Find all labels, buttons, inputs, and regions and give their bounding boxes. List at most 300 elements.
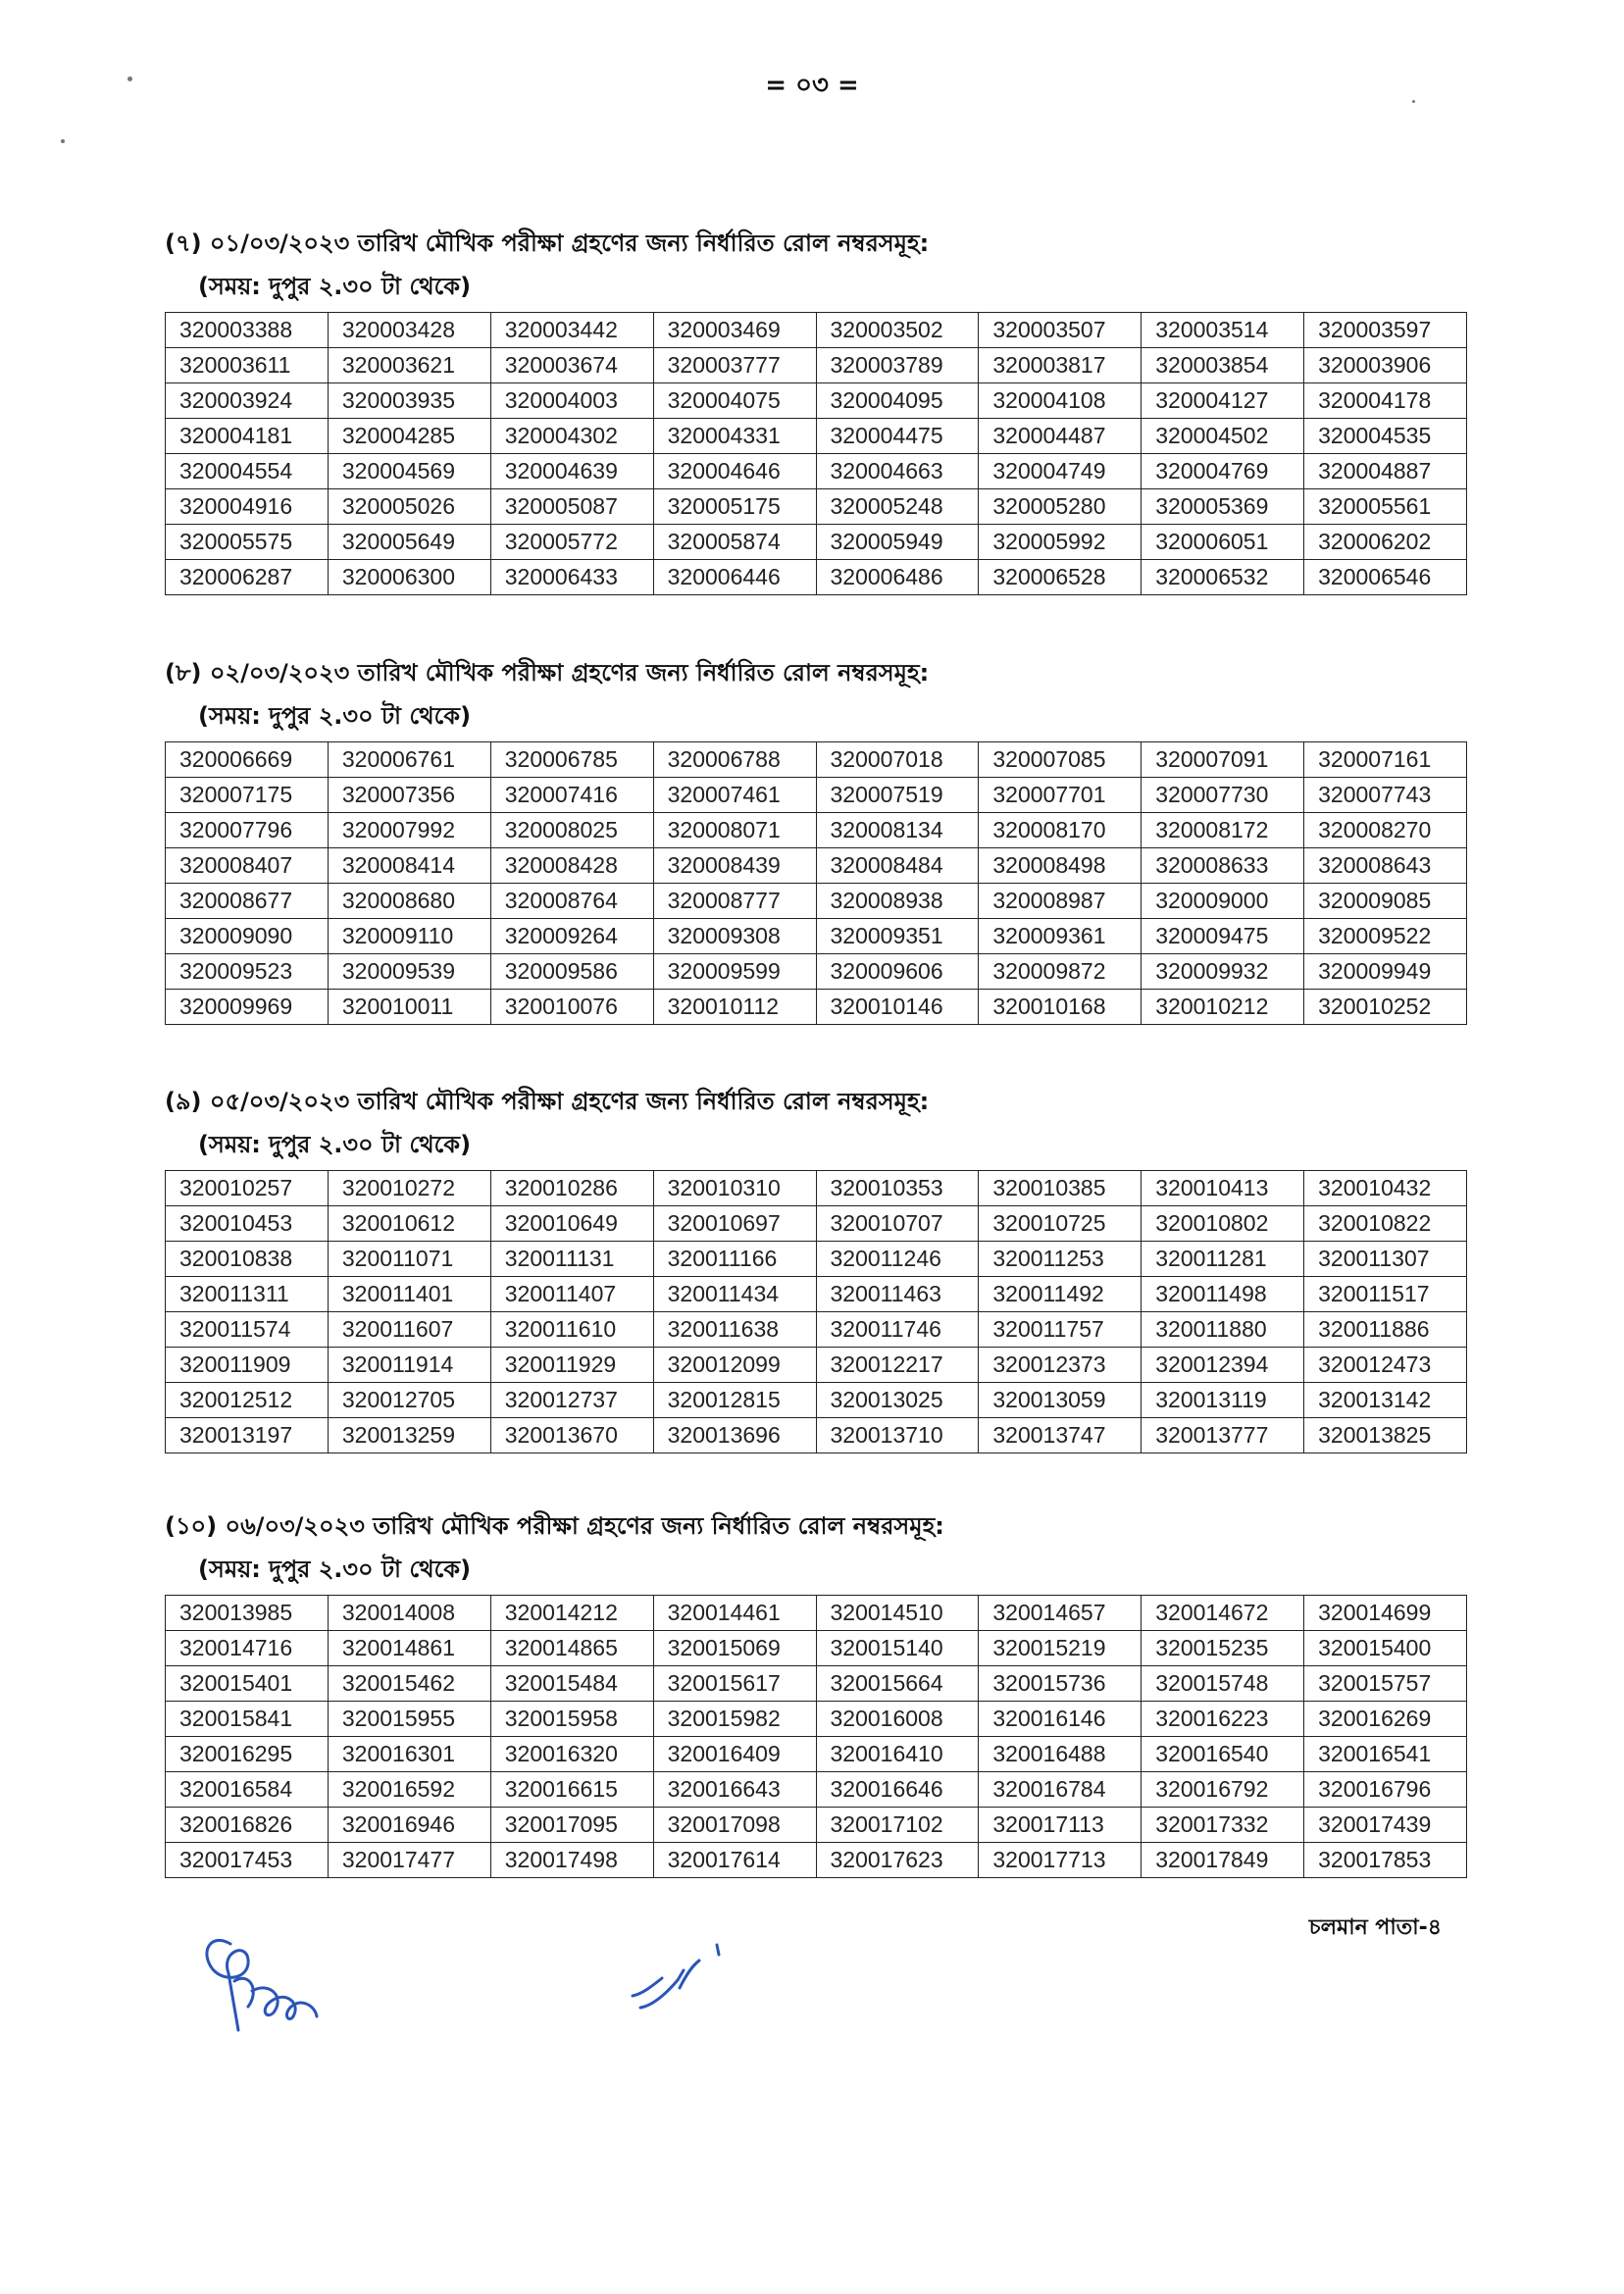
roll-number-cell: 320015069 — [653, 1631, 816, 1666]
roll-number-cell: 320009085 — [1304, 884, 1467, 919]
roll-number-cell: 320010413 — [1142, 1171, 1304, 1206]
roll-number-cell: 320010707 — [816, 1206, 979, 1242]
roll-number-cell: 320006788 — [653, 742, 816, 778]
roll-number-cell: 320008439 — [653, 848, 816, 884]
roll-number-cell: 320008633 — [1142, 848, 1304, 884]
roll-number-cell: 320005561 — [1304, 489, 1467, 525]
roll-number-cell: 320010697 — [653, 1206, 816, 1242]
roll-number-cell: 320003935 — [328, 383, 490, 419]
roll-number-cell: 320010353 — [816, 1171, 979, 1206]
roll-number-cell: 320004331 — [653, 419, 816, 454]
roll-number-cell: 320014510 — [816, 1596, 979, 1631]
roll-number-cell: 320008071 — [653, 813, 816, 848]
roll-number-cell: 320008414 — [328, 848, 490, 884]
roll-number-cell: 320003514 — [1142, 313, 1304, 348]
roll-number-cell: 320006446 — [653, 560, 816, 595]
roll-number-cell: 320007519 — [816, 778, 979, 813]
table-row — [166, 419, 1467, 454]
roll-number-cell: 320005575 — [166, 525, 329, 560]
roll-number-cell: 320003789 — [816, 348, 979, 383]
roll-number-cell: 320003611 — [166, 348, 329, 383]
table-row — [166, 454, 1467, 489]
roll-number-cell: 320016223 — [1142, 1702, 1304, 1737]
roll-number-cell: 320005280 — [979, 489, 1142, 525]
roll-number-cell: 320009872 — [979, 954, 1142, 990]
roll-number-table — [165, 312, 1467, 595]
roll-number-cell: 320003621 — [328, 348, 490, 383]
roll-number-cell: 320009110 — [328, 919, 490, 954]
roll-number-cell: 320010838 — [166, 1242, 329, 1277]
roll-number-cell: 320010310 — [653, 1171, 816, 1206]
roll-number-cell: 320005649 — [328, 525, 490, 560]
roll-number-cell: 320010272 — [328, 1171, 490, 1206]
roll-number-cell: 320009523 — [166, 954, 329, 990]
roll-number-cell: 320016792 — [1142, 1772, 1304, 1808]
roll-number-cell: 320005992 — [979, 525, 1142, 560]
roll-number-cell: 320005772 — [490, 525, 653, 560]
table-row — [166, 1843, 1467, 1878]
table-row — [166, 1772, 1467, 1808]
roll-number-cell: 320014865 — [490, 1631, 653, 1666]
roll-number-cell: 320010432 — [1304, 1171, 1467, 1206]
roll-number-cell: 320006761 — [328, 742, 490, 778]
roll-number-cell: 320003442 — [490, 313, 653, 348]
roll-number-cell: 320005026 — [328, 489, 490, 525]
roll-number-cell: 320014008 — [328, 1596, 490, 1631]
table-row — [166, 348, 1467, 383]
roll-number-cell: 320010612 — [328, 1206, 490, 1242]
roll-number-cell: 320010146 — [816, 990, 979, 1025]
roll-number-cell: 320013259 — [328, 1418, 490, 1453]
roll-number-cell: 320015235 — [1142, 1631, 1304, 1666]
roll-number-cell: 320014212 — [490, 1596, 653, 1631]
roll-number-cell: 320004502 — [1142, 419, 1304, 454]
section-title: (৮) ০২/০৩/২০২৩ তারিখ মৌখিক পরীক্ষা গ্রহণের জন্য নির্ধারিত রোল নম্বরসমূহ: — [165, 659, 930, 687]
roll-number-cell: 320013025 — [816, 1383, 979, 1418]
roll-number-cell: 320008643 — [1304, 848, 1467, 884]
roll-number-cell: 320013696 — [653, 1418, 816, 1453]
roll-number-cell: 320010822 — [1304, 1206, 1467, 1242]
roll-number-cell: 320012394 — [1142, 1348, 1304, 1383]
roll-number-cell: 320012512 — [166, 1383, 329, 1418]
roll-number-cell: 320013119 — [1142, 1383, 1304, 1418]
roll-number-cell: 320016796 — [1304, 1772, 1467, 1808]
roll-number-cell: 320012815 — [653, 1383, 816, 1418]
roll-number-cell: 320010076 — [490, 990, 653, 1025]
roll-number-cell: 320011746 — [816, 1312, 979, 1348]
roll-number-cell: 320015400 — [1304, 1631, 1467, 1666]
roll-number-cell: 320005175 — [653, 489, 816, 525]
roll-number-cell: 320012737 — [490, 1383, 653, 1418]
roll-number-cell: 320016540 — [1142, 1737, 1304, 1772]
roll-number-cell: 320007085 — [979, 742, 1142, 778]
table-row — [166, 954, 1467, 990]
roll-number-cell: 320004178 — [1304, 383, 1467, 419]
roll-number-cell: 320006486 — [816, 560, 979, 595]
roll-number-cell: 320017439 — [1304, 1808, 1467, 1843]
roll-number-cell: 320005248 — [816, 489, 979, 525]
roll-number-cell: 320006433 — [490, 560, 653, 595]
roll-number-cell: 320011463 — [816, 1277, 979, 1312]
roll-number-cell: 320007796 — [166, 813, 329, 848]
roll-number-cell: 320016592 — [328, 1772, 490, 1808]
roll-number-cell: 320015736 — [979, 1666, 1142, 1702]
roll-number-cell: 320011166 — [653, 1242, 816, 1277]
roll-number-cell: 320011246 — [816, 1242, 979, 1277]
roll-number-cell: 320010453 — [166, 1206, 329, 1242]
roll-number-cell: 320010168 — [979, 990, 1142, 1025]
roll-number-cell: 320010252 — [1304, 990, 1467, 1025]
table-row — [166, 1348, 1467, 1383]
roll-number-cell: 320009599 — [653, 954, 816, 990]
roll-number-cell: 320005874 — [653, 525, 816, 560]
roll-number-cell: 320015958 — [490, 1702, 653, 1737]
table-row — [166, 1277, 1467, 1312]
roll-number-cell: 320011886 — [1304, 1312, 1467, 1348]
table-row — [166, 919, 1467, 954]
roll-number-cell: 320011407 — [490, 1277, 653, 1312]
roll-number-cell: 320009606 — [816, 954, 979, 990]
roll-number-cell: 320007091 — [1142, 742, 1304, 778]
roll-number-cell: 320006532 — [1142, 560, 1304, 595]
roll-number-cell: 320017713 — [979, 1843, 1142, 1878]
roll-number-cell: 320010649 — [490, 1206, 653, 1242]
roll-number-cell: 320003388 — [166, 313, 329, 348]
roll-number-cell: 320009932 — [1142, 954, 1304, 990]
roll-number-cell: 320008938 — [816, 884, 979, 919]
roll-number-cell: 320004285 — [328, 419, 490, 454]
roll-number-cell: 320011281 — [1142, 1242, 1304, 1277]
roll-number-cell: 320004003 — [490, 383, 653, 419]
roll-number-cell: 320004475 — [816, 419, 979, 454]
roll-number-cell: 320011610 — [490, 1312, 653, 1348]
roll-number-cell: 320004487 — [979, 419, 1142, 454]
roll-number-cell: 320012473 — [1304, 1348, 1467, 1383]
roll-number-cell: 320015982 — [653, 1702, 816, 1737]
table-row — [166, 1702, 1467, 1737]
roll-number-cell: 320014672 — [1142, 1596, 1304, 1631]
table-row — [166, 489, 1467, 525]
roll-number-cell: 320005087 — [490, 489, 653, 525]
roll-number-cell: 320006546 — [1304, 560, 1467, 595]
roll-number-cell: 320011607 — [328, 1312, 490, 1348]
roll-number-cell: 320009586 — [490, 954, 653, 990]
roll-number-cell: 320013985 — [166, 1596, 329, 1631]
roll-number-cell: 320013777 — [1142, 1418, 1304, 1453]
roll-number-cell: 320011253 — [979, 1242, 1142, 1277]
roll-number-cell: 320010802 — [1142, 1206, 1304, 1242]
roll-number-cell: 320011757 — [979, 1312, 1142, 1348]
section-10 — [165, 1510, 1467, 1878]
roll-number-cell: 320004569 — [328, 454, 490, 489]
roll-number-cell: 320008777 — [653, 884, 816, 919]
roll-number-cell: 320014861 — [328, 1631, 490, 1666]
roll-number-cell: 320005949 — [816, 525, 979, 560]
roll-number-cell: 320011498 — [1142, 1277, 1304, 1312]
roll-number-cell: 320003469 — [653, 313, 816, 348]
roll-number-cell: 320009308 — [653, 919, 816, 954]
roll-number-cell: 320006287 — [166, 560, 329, 595]
roll-number-cell: 320004302 — [490, 419, 653, 454]
continued-page-note: চলমান পাতা-৪ — [1308, 1915, 1442, 1940]
roll-number-cell: 320007743 — [1304, 778, 1467, 813]
roll-number-cell: 320004108 — [979, 383, 1142, 419]
roll-number-cell: 320009361 — [979, 919, 1142, 954]
table-row — [166, 525, 1467, 560]
roll-number-cell: 320008025 — [490, 813, 653, 848]
roll-number-cell: 320007161 — [1304, 742, 1467, 778]
roll-number-table — [165, 1595, 1467, 1878]
roll-number-cell: 320011434 — [653, 1277, 816, 1312]
scan-speck — [127, 76, 132, 81]
roll-number-cell: 320004535 — [1304, 419, 1467, 454]
roll-number-cell: 320011307 — [1304, 1242, 1467, 1277]
roll-number-cell: 320016646 — [816, 1772, 979, 1808]
roll-number-cell: 320015462 — [328, 1666, 490, 1702]
roll-number-cell: 320008677 — [166, 884, 329, 919]
roll-number-cell: 320011517 — [1304, 1277, 1467, 1312]
table-row — [166, 1666, 1467, 1702]
roll-number-cell: 320013710 — [816, 1418, 979, 1453]
roll-number-cell: 320009475 — [1142, 919, 1304, 954]
roll-number-cell: 320015617 — [653, 1666, 816, 1702]
roll-number-cell: 320008270 — [1304, 813, 1467, 848]
page-number: = ০৩ = — [765, 71, 859, 100]
roll-number-cell: 320004075 — [653, 383, 816, 419]
roll-number-cell: 320006785 — [490, 742, 653, 778]
signature-left — [191, 1922, 338, 2040]
table-row — [166, 313, 1467, 348]
roll-number-cell: 320016320 — [490, 1737, 653, 1772]
roll-number-cell: 320004095 — [816, 383, 979, 419]
roll-number-cell: 320015841 — [166, 1702, 329, 1737]
roll-number-cell: 320003507 — [979, 313, 1142, 348]
roll-number-cell: 320008484 — [816, 848, 979, 884]
roll-number-cell: 320012373 — [979, 1348, 1142, 1383]
roll-number-cell: 320016615 — [490, 1772, 653, 1808]
roll-number-cell: 320014716 — [166, 1631, 329, 1666]
roll-number-cell: 320009539 — [328, 954, 490, 990]
section-time: (সময়: দুপুর ২.৩০ টা থেকে) — [198, 702, 472, 730]
roll-number-table — [165, 741, 1467, 1025]
roll-number-cell: 320006669 — [166, 742, 329, 778]
roll-number-cell: 320004646 — [653, 454, 816, 489]
table-row — [166, 1808, 1467, 1843]
roll-number-cell: 320009090 — [166, 919, 329, 954]
roll-number-cell: 320007730 — [1142, 778, 1304, 813]
table-row — [166, 1242, 1467, 1277]
roll-number-cell: 320015955 — [328, 1702, 490, 1737]
table-row — [166, 1383, 1467, 1418]
roll-number-cell: 320017098 — [653, 1808, 816, 1843]
roll-number-cell: 320016541 — [1304, 1737, 1467, 1772]
scan-speck — [61, 139, 65, 143]
section-time: (সময়: দুপুর ২.৩০ টা থেকে) — [198, 1555, 472, 1583]
roll-number-cell: 320017113 — [979, 1808, 1142, 1843]
roll-number-cell: 320010011 — [328, 990, 490, 1025]
roll-number-cell: 320008764 — [490, 884, 653, 919]
roll-number-cell: 320007701 — [979, 778, 1142, 813]
roll-number-cell: 320015401 — [166, 1666, 329, 1702]
roll-number-cell: 320007175 — [166, 778, 329, 813]
roll-number-table — [165, 1170, 1467, 1453]
roll-number-cell: 320016410 — [816, 1737, 979, 1772]
roll-number-cell: 320016584 — [166, 1772, 329, 1808]
table-row — [166, 1737, 1467, 1772]
roll-number-cell: 320014699 — [1304, 1596, 1467, 1631]
roll-number-cell: 320016146 — [979, 1702, 1142, 1737]
roll-number-cell: 320004749 — [979, 454, 1142, 489]
roll-number-cell: 320012099 — [653, 1348, 816, 1383]
section-title: (৯) ০৫/০৩/২০২৩ তারিখ মৌখিক পরীক্ষা গ্রহণের জন্য নির্ধারিত রোল নম্বরসমূহ: — [165, 1088, 930, 1115]
roll-number-cell: 320015748 — [1142, 1666, 1304, 1702]
roll-number-cell: 320004181 — [166, 419, 329, 454]
roll-number-cell: 320011909 — [166, 1348, 329, 1383]
roll-number-cell: 320010385 — [979, 1171, 1142, 1206]
table-row — [166, 383, 1467, 419]
table-row — [166, 813, 1467, 848]
roll-number-cell: 320016488 — [979, 1737, 1142, 1772]
section-time: (সময়: দুপুর ২.৩০ টা থেকে) — [198, 1131, 472, 1158]
signature-right — [623, 1937, 740, 2025]
table-row — [166, 1171, 1467, 1206]
roll-number-cell: 320009351 — [816, 919, 979, 954]
roll-number-cell: 320014461 — [653, 1596, 816, 1631]
roll-number-cell: 320009949 — [1304, 954, 1467, 990]
roll-number-cell: 320016008 — [816, 1702, 979, 1737]
roll-number-cell: 320014657 — [979, 1596, 1142, 1631]
table-row — [166, 778, 1467, 813]
section-8 — [165, 657, 1467, 1025]
roll-number-cell: 320004769 — [1142, 454, 1304, 489]
roll-number-cell: 320016643 — [653, 1772, 816, 1808]
roll-number-cell: 320003597 — [1304, 313, 1467, 348]
roll-number-cell: 320004127 — [1142, 383, 1304, 419]
roll-number-cell: 320009522 — [1304, 919, 1467, 954]
roll-number-cell: 320017623 — [816, 1843, 979, 1878]
roll-number-cell: 320015140 — [816, 1631, 979, 1666]
table-row — [166, 560, 1467, 595]
roll-number-cell: 320016301 — [328, 1737, 490, 1772]
table-row — [166, 1631, 1467, 1666]
roll-number-cell: 320008680 — [328, 884, 490, 919]
roll-number-cell: 320012217 — [816, 1348, 979, 1383]
roll-number-cell: 320004887 — [1304, 454, 1467, 489]
roll-number-cell: 320005369 — [1142, 489, 1304, 525]
roll-number-cell: 320009264 — [490, 919, 653, 954]
roll-number-cell: 320008987 — [979, 884, 1142, 919]
roll-number-cell: 320008170 — [979, 813, 1142, 848]
roll-number-cell: 320003428 — [328, 313, 490, 348]
roll-number-cell: 320007461 — [653, 778, 816, 813]
table-row — [166, 1596, 1467, 1631]
roll-number-cell: 320017102 — [816, 1808, 979, 1843]
roll-number-cell: 320006051 — [1142, 525, 1304, 560]
roll-number-cell: 320003817 — [979, 348, 1142, 383]
table-row — [166, 1312, 1467, 1348]
roll-number-cell: 320009000 — [1142, 884, 1304, 919]
roll-number-cell: 320017849 — [1142, 1843, 1304, 1878]
roll-number-cell: 320013059 — [979, 1383, 1142, 1418]
roll-number-cell: 320015757 — [1304, 1666, 1467, 1702]
roll-number-cell: 320011131 — [490, 1242, 653, 1277]
section-title: (১০) ০৬/০৩/২০২৩ তারিখ মৌখিক পরীক্ষা গ্রহণের জন্য নির্ধারিত রোল নম্বরসমূহ: — [165, 1512, 944, 1540]
roll-number-cell: 320004663 — [816, 454, 979, 489]
roll-number-cell: 320013142 — [1304, 1383, 1467, 1418]
table-row — [166, 884, 1467, 919]
roll-number-cell: 320013670 — [490, 1418, 653, 1453]
roll-number-cell: 320017332 — [1142, 1808, 1304, 1843]
roll-number-cell: 320010286 — [490, 1171, 653, 1206]
roll-number-cell: 320006202 — [1304, 525, 1467, 560]
roll-number-cell: 320016826 — [166, 1808, 329, 1843]
roll-number-cell: 320010112 — [653, 990, 816, 1025]
roll-number-cell: 320006528 — [979, 560, 1142, 595]
roll-number-cell: 320013747 — [979, 1418, 1142, 1453]
scan-speck — [1412, 100, 1415, 103]
roll-number-cell: 320011914 — [328, 1348, 490, 1383]
roll-number-cell: 320015664 — [816, 1666, 979, 1702]
roll-number-cell: 320004639 — [490, 454, 653, 489]
roll-number-cell: 320008134 — [816, 813, 979, 848]
roll-number-cell: 320010725 — [979, 1206, 1142, 1242]
roll-number-cell: 320003502 — [816, 313, 979, 348]
roll-number-cell: 320007356 — [328, 778, 490, 813]
roll-number-cell: 320015484 — [490, 1666, 653, 1702]
roll-number-cell: 320008498 — [979, 848, 1142, 884]
roll-number-cell: 320007018 — [816, 742, 979, 778]
roll-number-cell: 320011492 — [979, 1277, 1142, 1312]
roll-number-cell: 320011311 — [166, 1277, 329, 1312]
roll-number-cell: 320011880 — [1142, 1312, 1304, 1348]
roll-number-cell: 320006300 — [328, 560, 490, 595]
roll-number-cell: 320003854 — [1142, 348, 1304, 383]
roll-number-cell: 320017853 — [1304, 1843, 1467, 1878]
table-row — [166, 742, 1467, 778]
section-time: (সময়: দুপুর ২.৩০ টা থেকে) — [198, 273, 472, 300]
roll-number-cell: 320012705 — [328, 1383, 490, 1418]
roll-number-cell: 320004554 — [166, 454, 329, 489]
roll-number-cell: 320017498 — [490, 1843, 653, 1878]
roll-number-cell: 320010212 — [1142, 990, 1304, 1025]
section-title: (৭) ০১/০৩/২০২৩ তারিখ মৌখিক পরীক্ষা গ্রহণের জন্য নির্ধারিত রোল নম্বরসমূহ: — [165, 229, 930, 257]
roll-number-cell: 320017095 — [490, 1808, 653, 1843]
roll-number-cell: 320011929 — [490, 1348, 653, 1383]
roll-number-cell: 320003924 — [166, 383, 329, 419]
roll-number-cell: 320008407 — [166, 848, 329, 884]
roll-number-cell: 320011401 — [328, 1277, 490, 1312]
section-9 — [165, 1086, 1467, 1453]
roll-number-cell: 320016269 — [1304, 1702, 1467, 1737]
roll-number-cell: 320011071 — [328, 1242, 490, 1277]
roll-number-cell: 320017453 — [166, 1843, 329, 1878]
table-row — [166, 990, 1467, 1025]
table-row — [166, 848, 1467, 884]
roll-number-cell: 320003906 — [1304, 348, 1467, 383]
roll-number-cell: 320003674 — [490, 348, 653, 383]
roll-number-cell: 320011574 — [166, 1312, 329, 1348]
roll-number-cell: 320009969 — [166, 990, 329, 1025]
section-7 — [165, 228, 1467, 595]
roll-number-cell: 320017614 — [653, 1843, 816, 1878]
roll-number-cell: 320016409 — [653, 1737, 816, 1772]
roll-number-cell: 320008172 — [1142, 813, 1304, 848]
roll-number-cell: 320003777 — [653, 348, 816, 383]
roll-number-cell: 320015219 — [979, 1631, 1142, 1666]
roll-number-cell: 320007416 — [490, 778, 653, 813]
roll-number-cell: 320008428 — [490, 848, 653, 884]
roll-number-cell: 320011638 — [653, 1312, 816, 1348]
